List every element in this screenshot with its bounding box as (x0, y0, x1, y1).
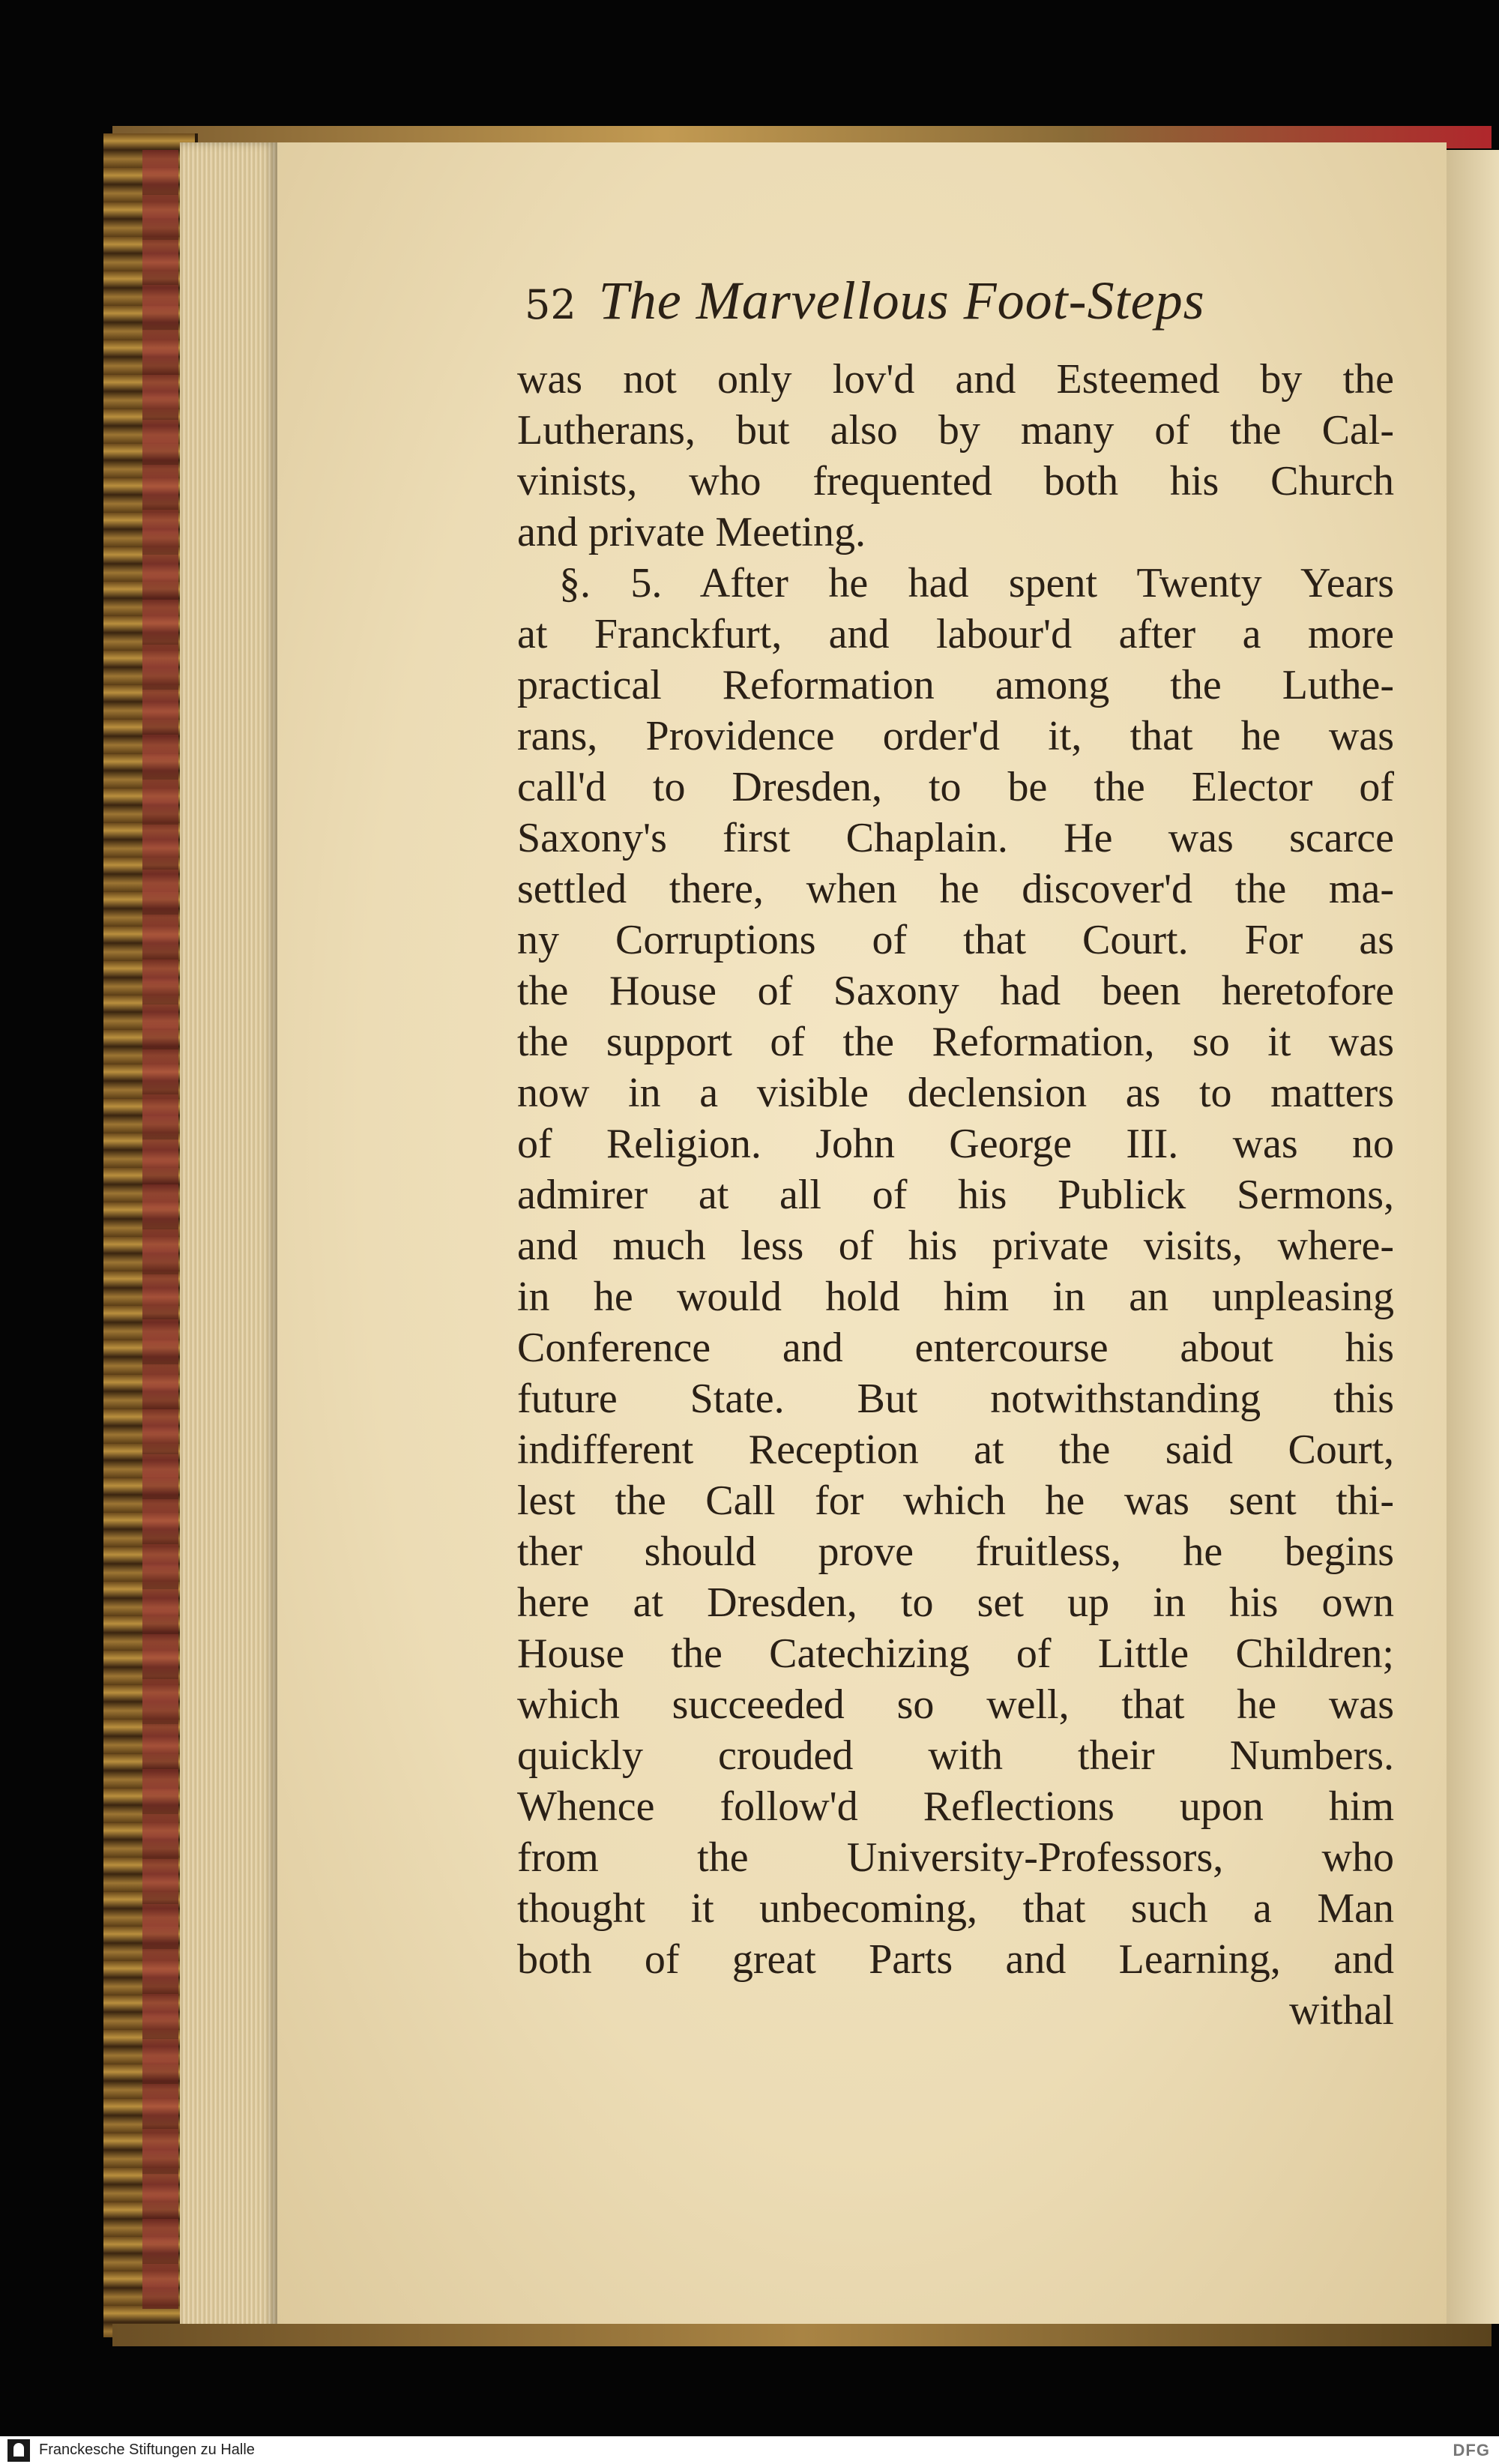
institution-logo-icon (7, 2439, 30, 2462)
text-line: ny Corruptions of that Court. For as (517, 917, 1394, 963)
text-line: from the University-Professors, who (517, 1834, 1394, 1881)
body-text (517, 354, 1394, 2036)
text-line: of Religion. John George III. was no (517, 1121, 1394, 1167)
running-head (525, 270, 1387, 337)
footer-attribution (0, 2439, 255, 2462)
text-line: both of great Parts and Learning, and (517, 1936, 1394, 1983)
text-line: §. 5. After he had spent Twenty Years (559, 560, 1394, 606)
text-line: now in a visible declension as to matters (517, 1070, 1394, 1116)
text-line: call'd to Dresden, to be the Elector of (517, 764, 1394, 810)
catchword: withal (1289, 1987, 1394, 2034)
text-line: future State. But notwithstanding this (517, 1376, 1394, 1422)
text-line: lest the Call for which he was sent thi- (517, 1478, 1394, 1524)
text-line: practical Reformation among the Luthe- (517, 662, 1394, 708)
text-line: Lutherans, but also by many of the Cal- (517, 407, 1394, 454)
facing-page-edge (1447, 150, 1499, 2324)
page-stack-edge (180, 142, 277, 2331)
text-line: and much less of his private visits, where- (517, 1223, 1394, 1269)
text-line: vinists, who frequented both his Church (517, 458, 1394, 504)
text-line: settled there, when he discover'd the ma- (517, 866, 1394, 912)
text-line: at Franckfurt, and labour'd after a more (517, 611, 1394, 657)
institution-name: Franckesche Stiftungen zu Halle (39, 2442, 255, 2458)
text-line: here at Dresden, to set up in his own (517, 1579, 1394, 1626)
page-number: 52 (525, 281, 576, 328)
text-line: the support of the Reformation, so it was (517, 1019, 1394, 1065)
text-line: ther should prove fruitless, he begins (517, 1528, 1394, 1575)
text-line: House the Catechizing of Little Children; (517, 1630, 1394, 1677)
running-title: The Marvellous Foot-Steps (598, 271, 1205, 331)
text-line: indifferent Reception at the said Court, (517, 1427, 1394, 1473)
text-line: admirer at all of his Publick Sermons, (517, 1172, 1394, 1218)
footer-bar (0, 2436, 1499, 2464)
text-line: Whence follow'd Reflections upon him (517, 1783, 1394, 1830)
text-line: and private Meeting. (517, 509, 866, 555)
book-bottom-edge (112, 2324, 1492, 2346)
text-line: Conference and entercourse about his (517, 1325, 1394, 1371)
text-line: the House of Saxony had been heretofore (517, 968, 1394, 1014)
text-line: rans, Providence order'd it, that he was (517, 713, 1394, 759)
dfg-logo: DFG (1453, 2440, 1490, 2460)
text-line: in he would hold him in an unpleasing (517, 1274, 1394, 1320)
text-line: Saxony's first Chaplain. He was scarce (517, 815, 1394, 861)
marbled-endpaper (142, 150, 178, 2309)
text-line: which succeeded so well, that he was (517, 1681, 1394, 1728)
text-line: thought it unbecoming, that such a Man (517, 1885, 1394, 1932)
text-line: quickly crouded with their Numbers. (517, 1732, 1394, 1779)
text-line: was not only lov'd and Esteemed by the (517, 356, 1394, 403)
